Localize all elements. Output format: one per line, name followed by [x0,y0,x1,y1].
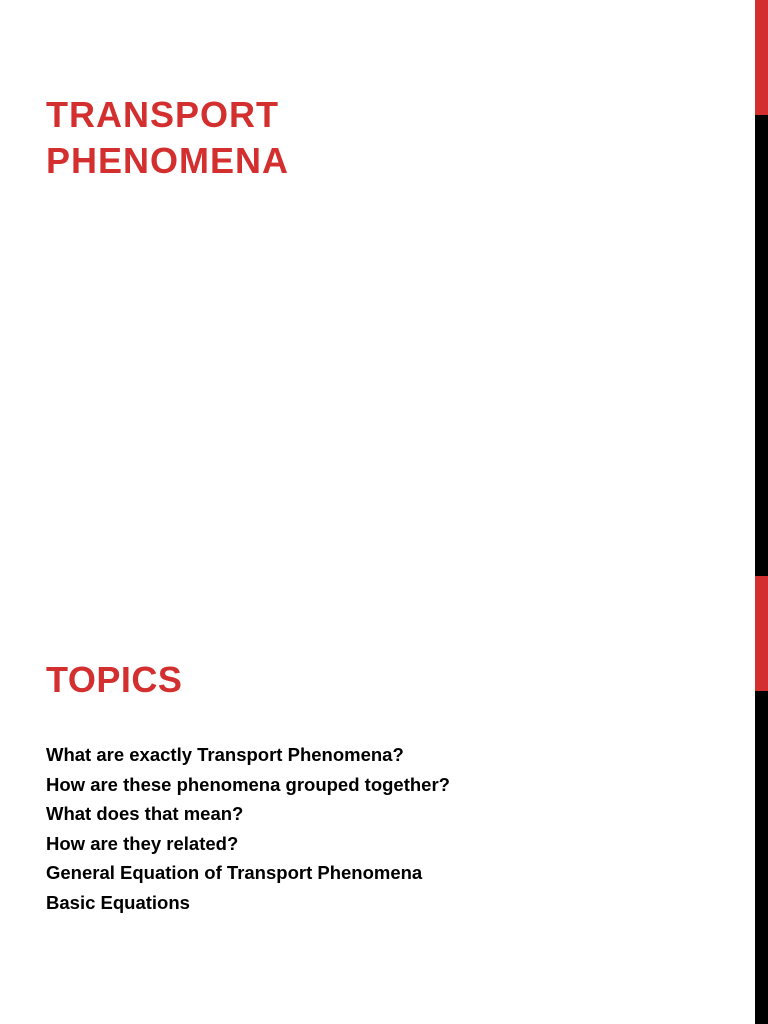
topic-item: How are they related? [46,832,239,854]
slide-side-bar-accent [755,0,768,115]
topics-heading: TOPICS [46,659,183,700]
topic-item: Basic Equations [46,891,190,913]
slide-side-bar-accent [755,576,768,691]
slide-topics [0,576,768,1024]
slide-title-heading: TRANSPORT PHENOMENA [46,94,290,181]
topic-item: What does that mean? [46,803,244,824]
slide-side-bar [755,0,768,576]
topics-list [46,740,450,917]
topic-item: What are exactly Transport Phenomena? [46,744,404,765]
topic-item: How are these phenomena grouped together? [46,773,450,795]
topic-item: General Equation of Transport Phenomena [46,862,423,883]
slide-side-bar [755,576,768,1024]
